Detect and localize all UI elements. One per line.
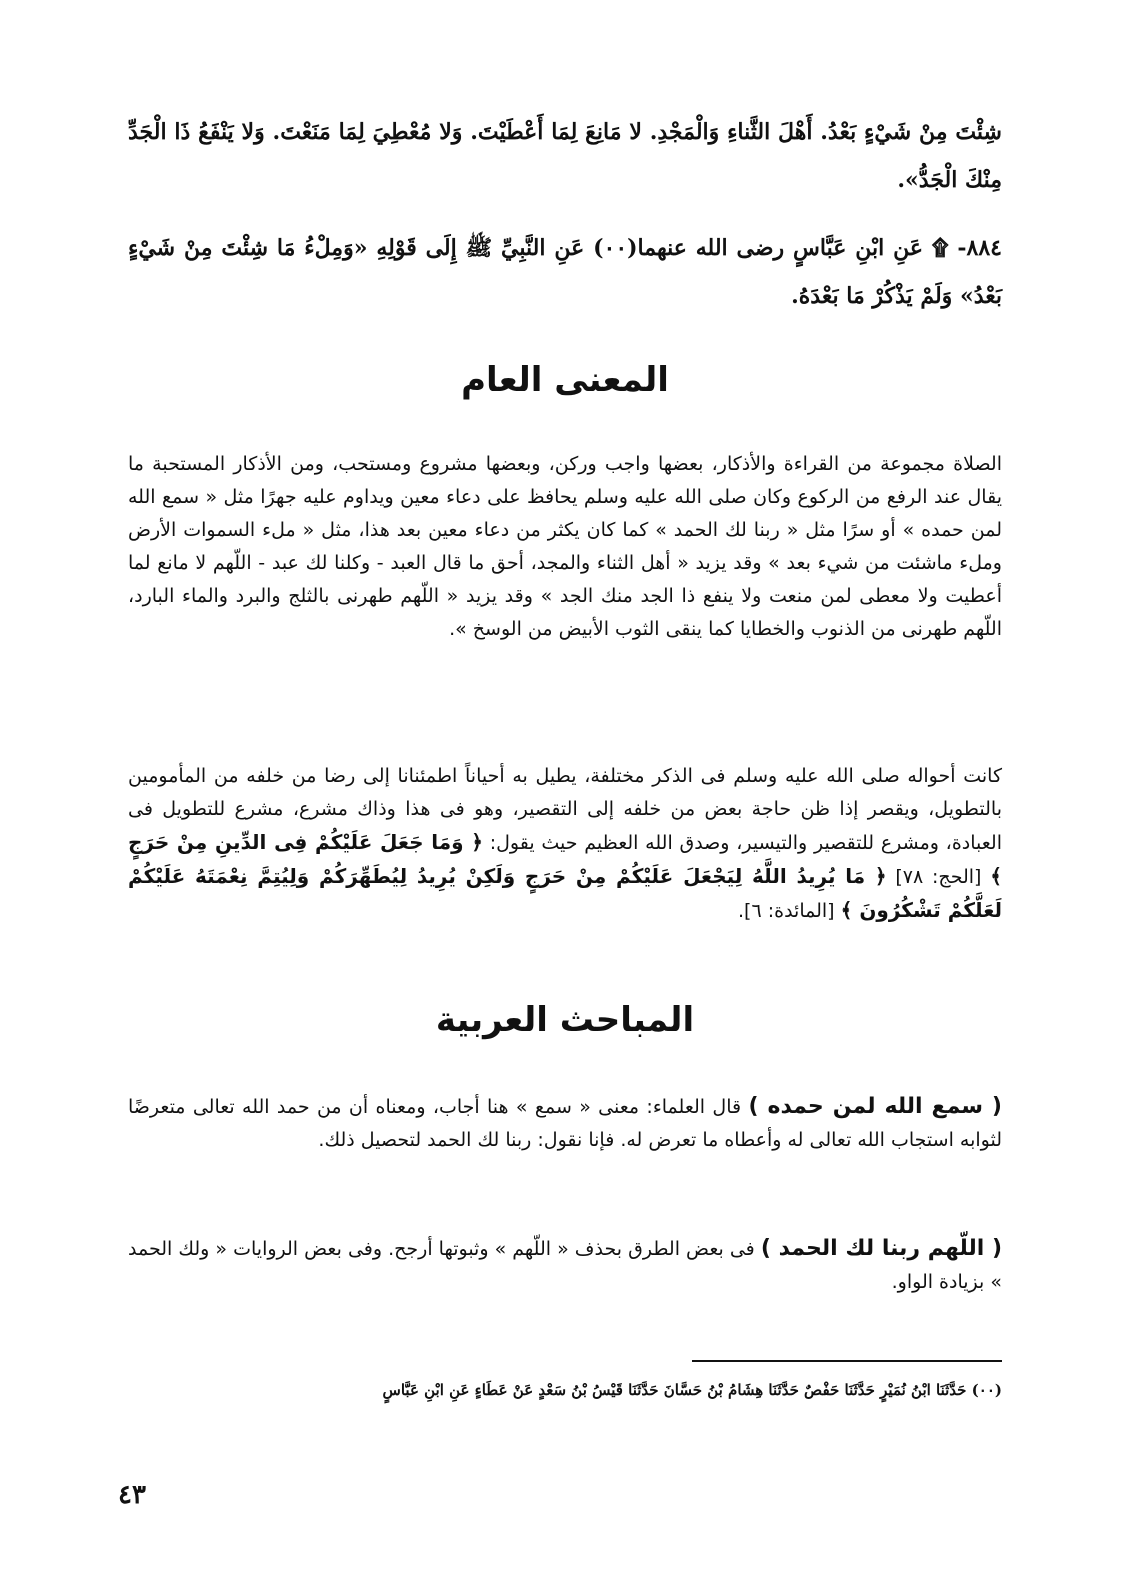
study-explanation: فى بعض الطرق بحذف « اللّهم » وثبوتها أرجح. وفى بعض الروايات « ولك الحمد » بزيادة الواو.	[128, 1238, 1002, 1293]
footnote-divider	[692, 1360, 1002, 1362]
quran-verse-maidah: ﴿ مَا يُرِيدُ اللَّهُ لِيَجْعَلَ عَلَيْكُمْ مِنْ حَرَجٍ وَلَكِنْ يُرِيدُ لِيُطَهِّرَكُمْ وَلِيُتِمَّ نِعْمَتَهُ عَلَيْكُمْ لَعَلَّكُمْ تَشْكُرُونَ ﴾	[128, 864, 1002, 922]
footnote	[128, 1376, 1002, 1404]
study-item	[128, 1090, 1002, 1157]
quran-reference-hajj: [الحج: ٧٨]	[895, 866, 982, 888]
hadith-884	[128, 224, 1002, 320]
section-title-general-meaning: المعنى العام	[461, 360, 669, 400]
page-number: ٤٣	[118, 1480, 146, 1510]
study-phrase: ( اللّهم ربنا لك الحمد )	[760, 1236, 1002, 1261]
section-title-arabic-studies: المباحث العربية	[435, 1000, 695, 1040]
paragraph-with-quran	[128, 760, 1002, 928]
arabic-studies-item-2	[128, 1232, 1002, 1299]
hadith-text-line: شِئْتَ مِنْ شَيْءٍ بَعْدُ. أَهْلَ الثَّناءِ وَالْمَجْدِ. لا مَانِعَ لِمَا أَعْطَيْتَ. وَلا مُعْطِيَ لِمَا مَنَعْتَ. وَلا يَنْفَعُ ذَا الْجَدِّ مِنْكَ الْجَدُّ».	[128, 119, 1002, 193]
study-phrase: ( سمع الله لمن حمده )	[748, 1094, 1002, 1119]
quran-reference-maidah: [المائدة: ٦].	[738, 900, 835, 922]
study-item	[128, 1232, 1002, 1299]
study-explanation: قال العلماء: معنى « سمع » هنا أجاب، ومعناه أن من حمد الله تعالى متعرضًا لثوابه استجاب الله تعالى له وأعطاه ما تعرض له. فإنا نقول: ربنا لك الحمد لتحصيل ذلك.	[128, 1096, 1002, 1151]
general-meaning-paragraph-1	[128, 448, 1002, 646]
general-meaning-paragraph-2	[128, 760, 1002, 928]
hadith-884-text: ٨٨٤- ۩ عَنِ ابْنِ عَبَّاسٍ رضى الله عنهما(٠٠) عَنِ النَّبِيِّ ﷺ إِلَى قَوْلِهِ «وَمِلْءُ مَا شِئْتَ مِنْ شَيْءٍ بَعْدُ» وَلَمْ يَذْكُرْ مَا بَعْدَهُ.	[128, 235, 1002, 309]
arabic-studies-item-1	[128, 1090, 1002, 1157]
footnote-text: (٠٠) حَدَّثَنَا ابْنُ نُمَيْرٍ حَدَّثَنَا حَفْصٌ حَدَّثَنَا هِشَامُ بْنُ حَسَّانَ حَدَّثَنَا قَيْسُ بْنُ سَعْدٍ عَنْ عَطَاءٍ عَنِ ابْنِ عَبَّاسٍ	[382, 1381, 1002, 1399]
paragraph-text: الصلاة مجموعة من القراءة والأذكار، بعضها واجب وركن، وبعضها مشروع ومستحب، ومن الأذكار المستحبة ما يقال عند الرفع من الركوع وكان صلى الله عليه وسلم يحافظ على دعاء معين ويداوم عليه جهرًا مثل « سمع الله لمن حمده » أو سرًا مثل « ربنا لك الحمد » كما كان يكثر من دعاء معين بعد هذا، مثل « ملء السموات الأرض وملء ماشئت من شيء بعد » وقد يزيد « أهل الثناء والمجد، أحق ما قال العبد - وكلنا لك عبد - اللّهم لا مانع لما أعطيت ولا معطى لمن منعت ولا ينفع ذا الجد منك الجد » وقد يزيد « اللّهم طهرنى بالثلج والبرد والماء البارد، اللّهم طهرنى من الذنوب والخطايا كما ينقى الثوب الأبيض من الوسخ ».	[128, 453, 1002, 640]
hadith-continuation	[128, 108, 1002, 204]
quran-verse-hajj: ﴿ وَمَا جَعَلَ عَلَيْكُمْ فِى الدِّينِ مِنْ حَرَجٍ ﴾	[128, 830, 1002, 888]
paragraph-text: كانت أحواله صلى الله عليه وسلم فى الذكر مختلفة، يطيل به أحياناً اطمئنانا إلى رضا من خلفه من المأمومين بالتطويل، ويقصر إذا ظن حاجة بعض من خلفه إلى التقصير، وهو فى هذا وذاك مشرع، مشرع للتطويل فى العبادة، ومشرع للتقصير والتيسير، وصدق الله العظيم حيث يقول:	[128, 765, 1002, 854]
